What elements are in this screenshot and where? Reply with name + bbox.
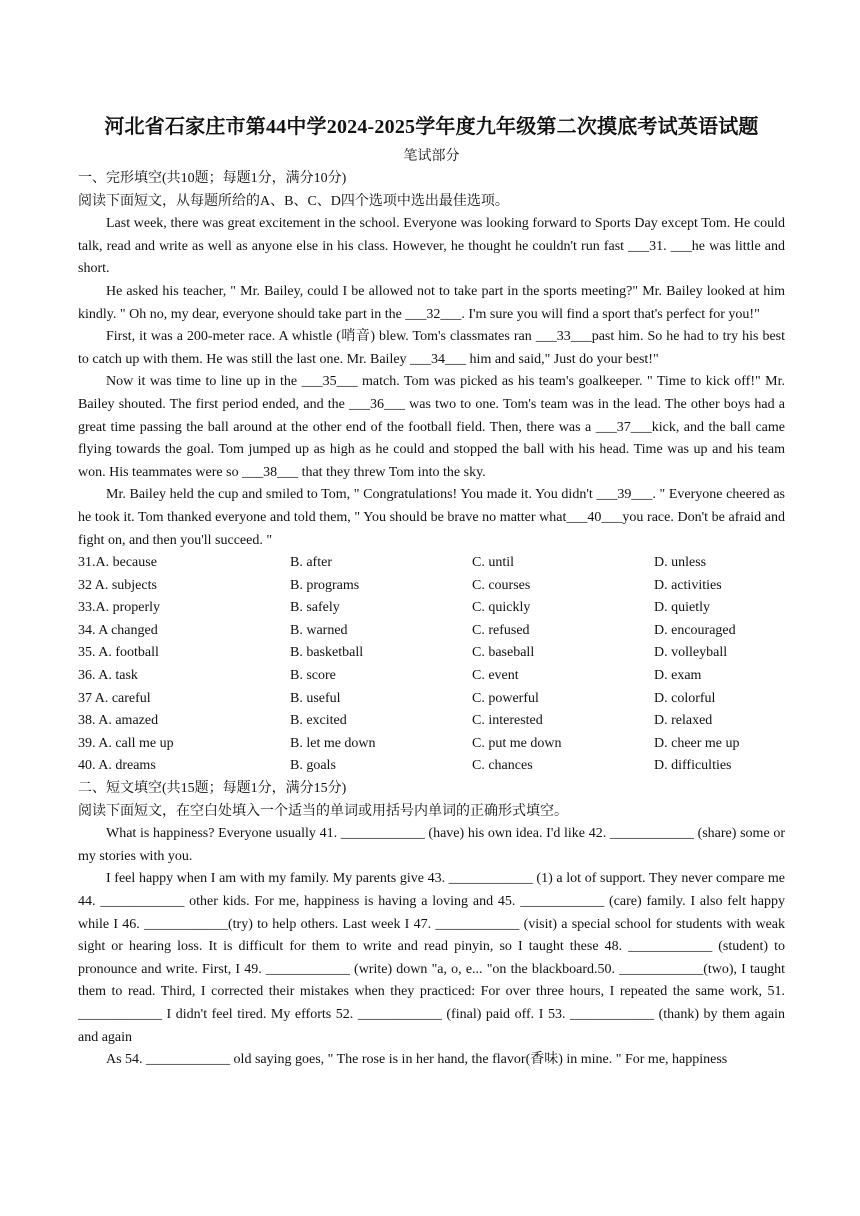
section2-heading: 二、短文填空(共15题；每题1分，满分15分): [78, 781, 347, 797]
option-b: B. warned: [290, 622, 348, 638]
option-a: 33.A. properly: [78, 600, 161, 616]
option-row-40: [78, 755, 785, 778]
option-a: 38. A. amazed: [78, 713, 159, 729]
option-row-32: [78, 575, 785, 598]
option-row-33: [78, 597, 785, 620]
option-b: B. excited: [290, 713, 347, 729]
option-b: B. goals: [290, 758, 336, 774]
option-b: B. score: [290, 668, 336, 684]
option-c: C. put me down: [472, 735, 562, 751]
option-b: B. after: [290, 555, 332, 571]
option-b: B. safely: [290, 600, 340, 616]
option-d: D. encouraged: [654, 622, 736, 638]
option-c: C. courses: [472, 577, 531, 593]
option-d: D. activities: [654, 577, 722, 593]
option-c: C. event: [472, 668, 519, 684]
option-d: D. unless: [654, 555, 707, 571]
option-a: 37 A. careful: [78, 690, 151, 706]
option-row-35: [78, 642, 785, 665]
cloze-paragraph: First, it was a 200-meter race. A whistle (哨音) blew. Tom's classmates ran ___33___past him. So he had to try his best to catch up with them. He was still the last one. Mr. Bailey ___34___ him and said," Just do your best!": [78, 329, 785, 367]
cloze-paragraph: Last week, there was great excitement in the school. Everyone was looking forward to Sports Day except Tom. He could talk, read and write as well as anyone else in his class. However, he thought he couldn't run fast ___31. ___he was little and short.: [78, 216, 785, 277]
exam-page: [78, 112, 785, 1072]
option-d: D. exam: [654, 668, 702, 684]
option-d: D. colorful: [654, 690, 716, 706]
option-c: C. baseball: [472, 645, 535, 661]
option-row-36: [78, 665, 785, 688]
fill-blank-paragraph: As 54. ____________ old saying goes, " The rose is in her hand, the flavor(香味) in mine. " For me, happiness: [106, 1052, 728, 1068]
option-d: D. relaxed: [654, 713, 713, 729]
option-row-37: [78, 688, 785, 711]
section2-instruction: 阅读下面短文，在空白处填入一个适当的单词或用括号内单词的正确形式填空。: [78, 803, 568, 819]
option-c: C. powerful: [472, 690, 539, 706]
option-c: C. refused: [472, 622, 530, 638]
fill-blank-paragraph: What is happiness? Everyone usually 41. ____________ (have) his own idea. I'd like 42. ____________ (share) some or my stories with you.: [78, 826, 785, 864]
option-d: D. difficulties: [654, 758, 732, 774]
option-b: B. programs: [290, 577, 360, 593]
answer-options: [78, 552, 785, 778]
option-b: B. useful: [290, 690, 341, 706]
section1-heading: 一、完形填空(共10题；每题1分，满分10分): [78, 171, 347, 186]
option-row-38: [78, 710, 785, 733]
cloze-paragraph: Mr. Bailey held the cup and smiled to Tom, " Congratulations! You made it. You didn't ___39___. " Everyone cheered as he took it. Tom thanked everyone and told them, " You should be brave no matter what___40___you race. Don't be afraid and fight on, and then you'll succeed. ": [78, 487, 785, 548]
option-c: C. interested: [472, 713, 543, 729]
option-a: 32 A. subjects: [78, 577, 157, 593]
option-a: 35. A. football: [78, 645, 159, 661]
option-a: 40. A. dreams: [78, 758, 156, 774]
option-row-31: [78, 552, 785, 575]
option-row-39: [78, 733, 785, 756]
option-c: C. until: [472, 555, 515, 571]
option-a: 34. A changed: [78, 622, 158, 638]
option-d: D. quietly: [654, 600, 710, 616]
exam-title: 河北省石家庄市第44中学2024-2025学年度九年级第二次摸底考试英语试题: [104, 116, 759, 138]
exam-subtitle: 笔试部分: [403, 149, 460, 164]
option-b: B. basketball: [290, 645, 364, 661]
cloze-paragraph: He asked his teacher, " Mr. Bailey, could I be allowed not to take part in the sports meeting?" Mr. Bailey looked at him kindly. " Oh no, my dear, everyone should take part in the ___32___. I'm sure you will find a sport that's perfect for you!": [78, 283, 785, 322]
option-row-34: [78, 620, 785, 643]
cloze-paragraph: Now it was time to line up in the ___35___ match. Tom was picked as his team's goalkeeper. " Time to kick off!" Mr. Bailey shouted. The first period ended, and the ___36___ was two to one. Tom's team was in the lead. The other boys had a great time passing the ball around at the other end of the football field. Then, there was a ___37___kick, and the ball came flying towards the goal. Tom jumped up as high as he could and stopped the ball with his head. Time was up and his team won. His teammates were so ___38___ that they threw Tom into the sky.: [78, 374, 785, 480]
option-c: C. quickly: [472, 600, 531, 616]
fill-blank-paragraph: I feel happy when I am with my family. My parents give 43. ____________ (1) a lot of support. They never compare me 44. ____________ other kids. For me, happiness is having a loving and 45. ____________ (care) family. I also felt happy while I 46. ____________(try) to help others. Last week I 47. ____________ (visit) a special school for students with weak sight or hearing loss. It is difficult for them to write and read pinyin, so I taught these 48. ____________ (student) to pronounce and write. First, I 49. ____________ (write) down "a, o, e... "on the blackboard.50. ____________(two), I taught them to read. Third, I corrected their mistakes when they practiced: For over three hours, I repeated the same work, 51. ____________ I didn't feel tired. My efforts 52. ____________ (final) paid off. I 53. ____________ (thank) by them again and again: [78, 871, 785, 1045]
option-a: 36. A. task: [78, 668, 138, 684]
option-c: C. chances: [472, 758, 533, 774]
option-a: 39. A. call me up: [78, 735, 174, 751]
option-d: D. volleyball: [654, 645, 728, 661]
option-b: B. let me down: [290, 735, 376, 751]
section1-instruction: 阅读下面短文，从每题所给的A、B、C、D四个选项中选出最佳选项。: [78, 193, 509, 209]
option-d: D. cheer me up: [654, 735, 740, 751]
option-a: 31.A. because: [78, 555, 157, 571]
